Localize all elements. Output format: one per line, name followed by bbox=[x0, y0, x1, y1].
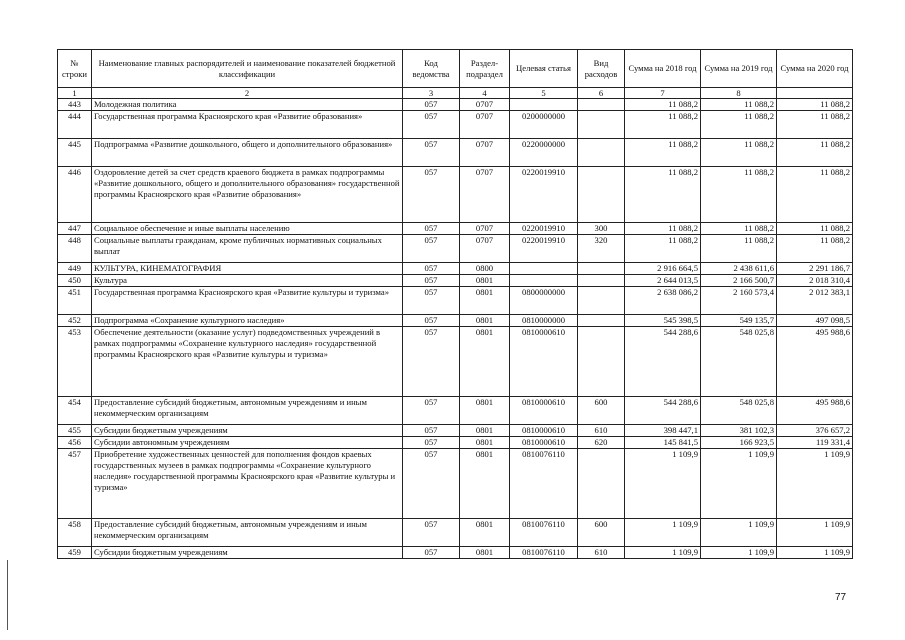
cell-sum-2019: 548 025,8 bbox=[701, 327, 777, 397]
table-row bbox=[58, 315, 853, 327]
cell-expense bbox=[578, 139, 625, 167]
cell-target: 0810076110 bbox=[510, 449, 578, 519]
table-row bbox=[58, 437, 853, 449]
cell-target: 0800000000 bbox=[510, 287, 578, 315]
cell-sum-2018: 544 288,6 bbox=[625, 397, 701, 425]
cell-target: 0220000000 bbox=[510, 139, 578, 167]
cell-section: 0801 bbox=[460, 449, 510, 519]
cell-sum-2018: 2 638 086,2 bbox=[625, 287, 701, 315]
cell-row-no: 443 bbox=[58, 99, 92, 111]
cell-sum-2020: 119 331,4 bbox=[777, 437, 853, 449]
cell-sum-2019: 11 088,2 bbox=[701, 99, 777, 111]
cell-dept: 057 bbox=[403, 99, 460, 111]
cell-dept: 057 bbox=[403, 235, 460, 263]
cell-expense bbox=[578, 99, 625, 111]
cell-dept: 057 bbox=[403, 425, 460, 437]
cell-sum-2019: 11 088,2 bbox=[701, 167, 777, 223]
cell-expense bbox=[578, 275, 625, 287]
cell-target: 0810000000 bbox=[510, 315, 578, 327]
cell-row-no: 459 bbox=[58, 547, 92, 559]
cell-sum-2019: 549 135,7 bbox=[701, 315, 777, 327]
cell-name: Социальное обеспечение и иные выплаты населению bbox=[92, 223, 403, 235]
cell-sum-2019: 1 109,9 bbox=[701, 547, 777, 559]
cell-target bbox=[510, 263, 578, 275]
header-sum-2020: Сумма на 2020 год bbox=[777, 50, 853, 88]
cell-sum-2018: 2 644 013,5 bbox=[625, 275, 701, 287]
cell-sum-2020: 2 291 186,7 bbox=[777, 263, 853, 275]
cell-sum-2018: 398 447,1 bbox=[625, 425, 701, 437]
cell-sum-2018: 11 088,2 bbox=[625, 139, 701, 167]
cell-sum-2018: 1 109,9 bbox=[625, 449, 701, 519]
column-number: 3 bbox=[403, 88, 460, 99]
cell-dept: 057 bbox=[403, 287, 460, 315]
cell-sum-2020: 497 098,5 bbox=[777, 315, 853, 327]
table-row bbox=[58, 111, 853, 139]
cell-target bbox=[510, 275, 578, 287]
cell-row-no: 451 bbox=[58, 287, 92, 315]
cell-dept: 057 bbox=[403, 449, 460, 519]
cell-name: Предоставление субсидий бюджетным, автономным учреждениям и иным некоммерческим организациям bbox=[92, 519, 403, 547]
header-dept: Код ведомства bbox=[403, 50, 460, 88]
cell-dept: 057 bbox=[403, 397, 460, 425]
column-number: 5 bbox=[510, 88, 578, 99]
cell-target: 0220019910 bbox=[510, 167, 578, 223]
table-row bbox=[58, 99, 853, 111]
table-row bbox=[58, 263, 853, 275]
cell-sum-2018: 11 088,2 bbox=[625, 167, 701, 223]
cell-expense bbox=[578, 449, 625, 519]
cell-name: Государственная программа Красноярского края «Развитие культуры и туризма» bbox=[92, 287, 403, 315]
cell-sum-2019: 11 088,2 bbox=[701, 235, 777, 263]
cell-target: 0220019910 bbox=[510, 223, 578, 235]
cell-section: 0801 bbox=[460, 425, 510, 437]
cell-expense: 610 bbox=[578, 425, 625, 437]
cell-sum-2018: 11 088,2 bbox=[625, 235, 701, 263]
header-section: Раздел-подраздел bbox=[460, 50, 510, 88]
cell-sum-2019: 11 088,2 bbox=[701, 111, 777, 139]
header-expense: Вид расходов bbox=[578, 50, 625, 88]
cell-section: 0707 bbox=[460, 167, 510, 223]
cell-section: 0800 bbox=[460, 263, 510, 275]
cell-name: Социальные выплаты гражданам, кроме публичных нормативных социальных выплат bbox=[92, 235, 403, 263]
cell-section: 0707 bbox=[460, 111, 510, 139]
cell-sum-2020: 11 088,2 bbox=[777, 235, 853, 263]
cell-expense: 320 bbox=[578, 235, 625, 263]
cell-sum-2020: 1 109,9 bbox=[777, 519, 853, 547]
cell-row-no: 457 bbox=[58, 449, 92, 519]
cell-dept: 057 bbox=[403, 315, 460, 327]
cell-sum-2019: 166 923,5 bbox=[701, 437, 777, 449]
cell-sum-2020: 11 088,2 bbox=[777, 223, 853, 235]
cell-expense bbox=[578, 111, 625, 139]
cell-sum-2018: 11 088,2 bbox=[625, 223, 701, 235]
cell-dept: 057 bbox=[403, 111, 460, 139]
cell-row-no: 454 bbox=[58, 397, 92, 425]
cell-dept: 057 bbox=[403, 167, 460, 223]
cell-sum-2018: 2 916 664,5 bbox=[625, 263, 701, 275]
cell-sum-2019: 11 088,2 bbox=[701, 139, 777, 167]
cell-expense: 600 bbox=[578, 519, 625, 547]
cell-row-no: 447 bbox=[58, 223, 92, 235]
cell-sum-2020: 2 018 310,4 bbox=[777, 275, 853, 287]
column-number: 4 bbox=[460, 88, 510, 99]
cell-dept: 057 bbox=[403, 327, 460, 397]
header-row-no: № строки bbox=[58, 50, 92, 88]
cell-sum-2020: 495 988,6 bbox=[777, 397, 853, 425]
cell-name: Обеспечение деятельности (оказание услуг) подведомственных учреждений в рамках подпрограммы «Сохранение культурного наследия» государственной программы Красноярского края «Развитие культуры и туризма» bbox=[92, 327, 403, 397]
column-number: 7 bbox=[625, 88, 701, 99]
cell-dept: 057 bbox=[403, 519, 460, 547]
cell-sum-2019: 11 088,2 bbox=[701, 223, 777, 235]
cell-name: Субсидии бюджетным учреждениям bbox=[92, 425, 403, 437]
cell-dept: 057 bbox=[403, 263, 460, 275]
cell-section: 0801 bbox=[460, 315, 510, 327]
cell-row-no: 445 bbox=[58, 139, 92, 167]
cell-section: 0801 bbox=[460, 397, 510, 425]
table-row bbox=[58, 167, 853, 223]
table-row bbox=[58, 519, 853, 547]
cell-row-no: 449 bbox=[58, 263, 92, 275]
cell-sum-2020: 11 088,2 bbox=[777, 99, 853, 111]
cell-expense: 620 bbox=[578, 437, 625, 449]
cell-sum-2019: 1 109,9 bbox=[701, 519, 777, 547]
table-body bbox=[58, 99, 853, 559]
cell-name: Приобретение художественных ценностей для пополнения фондов краевых государственных музеев в рамках подпрограммы «Сохранение культурного наследия» государственной программы Красноярского края «Развитие культуры и туризма» bbox=[92, 449, 403, 519]
cell-expense bbox=[578, 167, 625, 223]
cell-dept: 057 bbox=[403, 437, 460, 449]
cell-name: КУЛЬТУРА, КИНЕМАТОГРАФИЯ bbox=[92, 263, 403, 275]
table-row bbox=[58, 223, 853, 235]
cell-sum-2018: 11 088,2 bbox=[625, 99, 701, 111]
header-target: Целевая статья bbox=[510, 50, 578, 88]
cell-sum-2020: 1 109,9 bbox=[777, 449, 853, 519]
cell-section: 0801 bbox=[460, 275, 510, 287]
cell-sum-2018: 545 398,5 bbox=[625, 315, 701, 327]
table-header-row bbox=[58, 50, 853, 88]
header-name: Наименование главных распорядителей и наименование показателей бюджетной классификации bbox=[92, 50, 403, 88]
cell-dept: 057 bbox=[403, 139, 460, 167]
cell-sum-2018: 1 109,9 bbox=[625, 547, 701, 559]
cell-name: Оздоровление детей за счет средств краевого бюджета в рамках подпрограммы «Развитие дошкольного, общего и дополнительного образования» государственной программы Красноярского края «Развитие образования» bbox=[92, 167, 403, 223]
cell-target: 0810000610 bbox=[510, 327, 578, 397]
cell-name: Культура bbox=[92, 275, 403, 287]
cell-sum-2018: 11 088,2 bbox=[625, 111, 701, 139]
budget-table bbox=[57, 49, 853, 559]
column-number: 6 bbox=[578, 88, 625, 99]
cell-expense: 610 bbox=[578, 547, 625, 559]
cell-sum-2018: 544 288,6 bbox=[625, 327, 701, 397]
cell-section: 0801 bbox=[460, 287, 510, 315]
cell-target: 0200000000 bbox=[510, 111, 578, 139]
cell-expense bbox=[578, 315, 625, 327]
cell-row-no: 452 bbox=[58, 315, 92, 327]
table-row bbox=[58, 425, 853, 437]
column-number bbox=[777, 88, 853, 99]
cell-section: 0801 bbox=[460, 327, 510, 397]
column-number-row bbox=[58, 88, 853, 99]
margin-rule bbox=[7, 560, 8, 630]
cell-section: 0707 bbox=[460, 139, 510, 167]
cell-expense bbox=[578, 327, 625, 397]
cell-sum-2020: 1 109,9 bbox=[777, 547, 853, 559]
table-row bbox=[58, 235, 853, 263]
cell-sum-2019: 2 160 573,4 bbox=[701, 287, 777, 315]
cell-target: 0810076110 bbox=[510, 519, 578, 547]
table-row bbox=[58, 449, 853, 519]
cell-row-no: 455 bbox=[58, 425, 92, 437]
table-row bbox=[58, 547, 853, 559]
cell-name: Субсидии автономным учреждениям bbox=[92, 437, 403, 449]
cell-sum-2019: 548 025,8 bbox=[701, 397, 777, 425]
cell-target bbox=[510, 99, 578, 111]
cell-row-no: 448 bbox=[58, 235, 92, 263]
page-number: 77 bbox=[835, 592, 847, 603]
cell-sum-2019: 2 438 611,6 bbox=[701, 263, 777, 275]
cell-row-no: 453 bbox=[58, 327, 92, 397]
cell-row-no: 446 bbox=[58, 167, 92, 223]
header-sum-2018: Сумма на 2018 год bbox=[625, 50, 701, 88]
cell-section: 0707 bbox=[460, 223, 510, 235]
cell-section: 0801 bbox=[460, 547, 510, 559]
cell-target: 0810000610 bbox=[510, 437, 578, 449]
cell-target: 0810000610 bbox=[510, 425, 578, 437]
cell-dept: 057 bbox=[403, 547, 460, 559]
cell-row-no: 444 bbox=[58, 111, 92, 139]
cell-section: 0707 bbox=[460, 99, 510, 111]
table-row bbox=[58, 275, 853, 287]
table-row bbox=[58, 397, 853, 425]
table-row bbox=[58, 287, 853, 315]
cell-section: 0801 bbox=[460, 519, 510, 547]
cell-dept: 057 bbox=[403, 223, 460, 235]
cell-row-no: 456 bbox=[58, 437, 92, 449]
cell-sum-2018: 1 109,9 bbox=[625, 519, 701, 547]
cell-sum-2018: 145 841,5 bbox=[625, 437, 701, 449]
cell-name: Подпрограмма «Сохранение культурного наследия» bbox=[92, 315, 403, 327]
cell-expense bbox=[578, 263, 625, 275]
cell-expense: 300 bbox=[578, 223, 625, 235]
cell-target: 0220019910 bbox=[510, 235, 578, 263]
cell-row-no: 450 bbox=[58, 275, 92, 287]
cell-expense: 600 bbox=[578, 397, 625, 425]
cell-sum-2019: 381 102,3 bbox=[701, 425, 777, 437]
cell-target: 0810000610 bbox=[510, 397, 578, 425]
cell-name: Подпрограмма «Развитие дошкольного, общего и дополнительного образования» bbox=[92, 139, 403, 167]
cell-section: 0707 bbox=[460, 235, 510, 263]
cell-name: Молодежная политика bbox=[92, 99, 403, 111]
cell-name: Субсидии бюджетным учреждениям bbox=[92, 547, 403, 559]
cell-dept: 057 bbox=[403, 275, 460, 287]
cell-name: Государственная программа Красноярского края «Развитие образования» bbox=[92, 111, 403, 139]
table-row bbox=[58, 139, 853, 167]
column-number: 2 bbox=[92, 88, 403, 99]
cell-expense bbox=[578, 287, 625, 315]
cell-sum-2020: 2 012 383,1 bbox=[777, 287, 853, 315]
cell-name: Предоставление субсидий бюджетным, автономным учреждениям и иным некоммерческим организациям bbox=[92, 397, 403, 425]
cell-target: 0810076110 bbox=[510, 547, 578, 559]
cell-section: 0801 bbox=[460, 437, 510, 449]
cell-sum-2020: 495 988,6 bbox=[777, 327, 853, 397]
column-number: 8 bbox=[701, 88, 777, 99]
cell-sum-2020: 11 088,2 bbox=[777, 111, 853, 139]
column-number: 1 bbox=[58, 88, 92, 99]
header-sum-2019: Сумма на 2019 год bbox=[701, 50, 777, 88]
cell-sum-2019: 2 166 500,7 bbox=[701, 275, 777, 287]
cell-sum-2020: 376 657,2 bbox=[777, 425, 853, 437]
cell-sum-2020: 11 088,2 bbox=[777, 167, 853, 223]
cell-sum-2020: 11 088,2 bbox=[777, 139, 853, 167]
table-row bbox=[58, 327, 853, 397]
cell-sum-2019: 1 109,9 bbox=[701, 449, 777, 519]
cell-row-no: 458 bbox=[58, 519, 92, 547]
